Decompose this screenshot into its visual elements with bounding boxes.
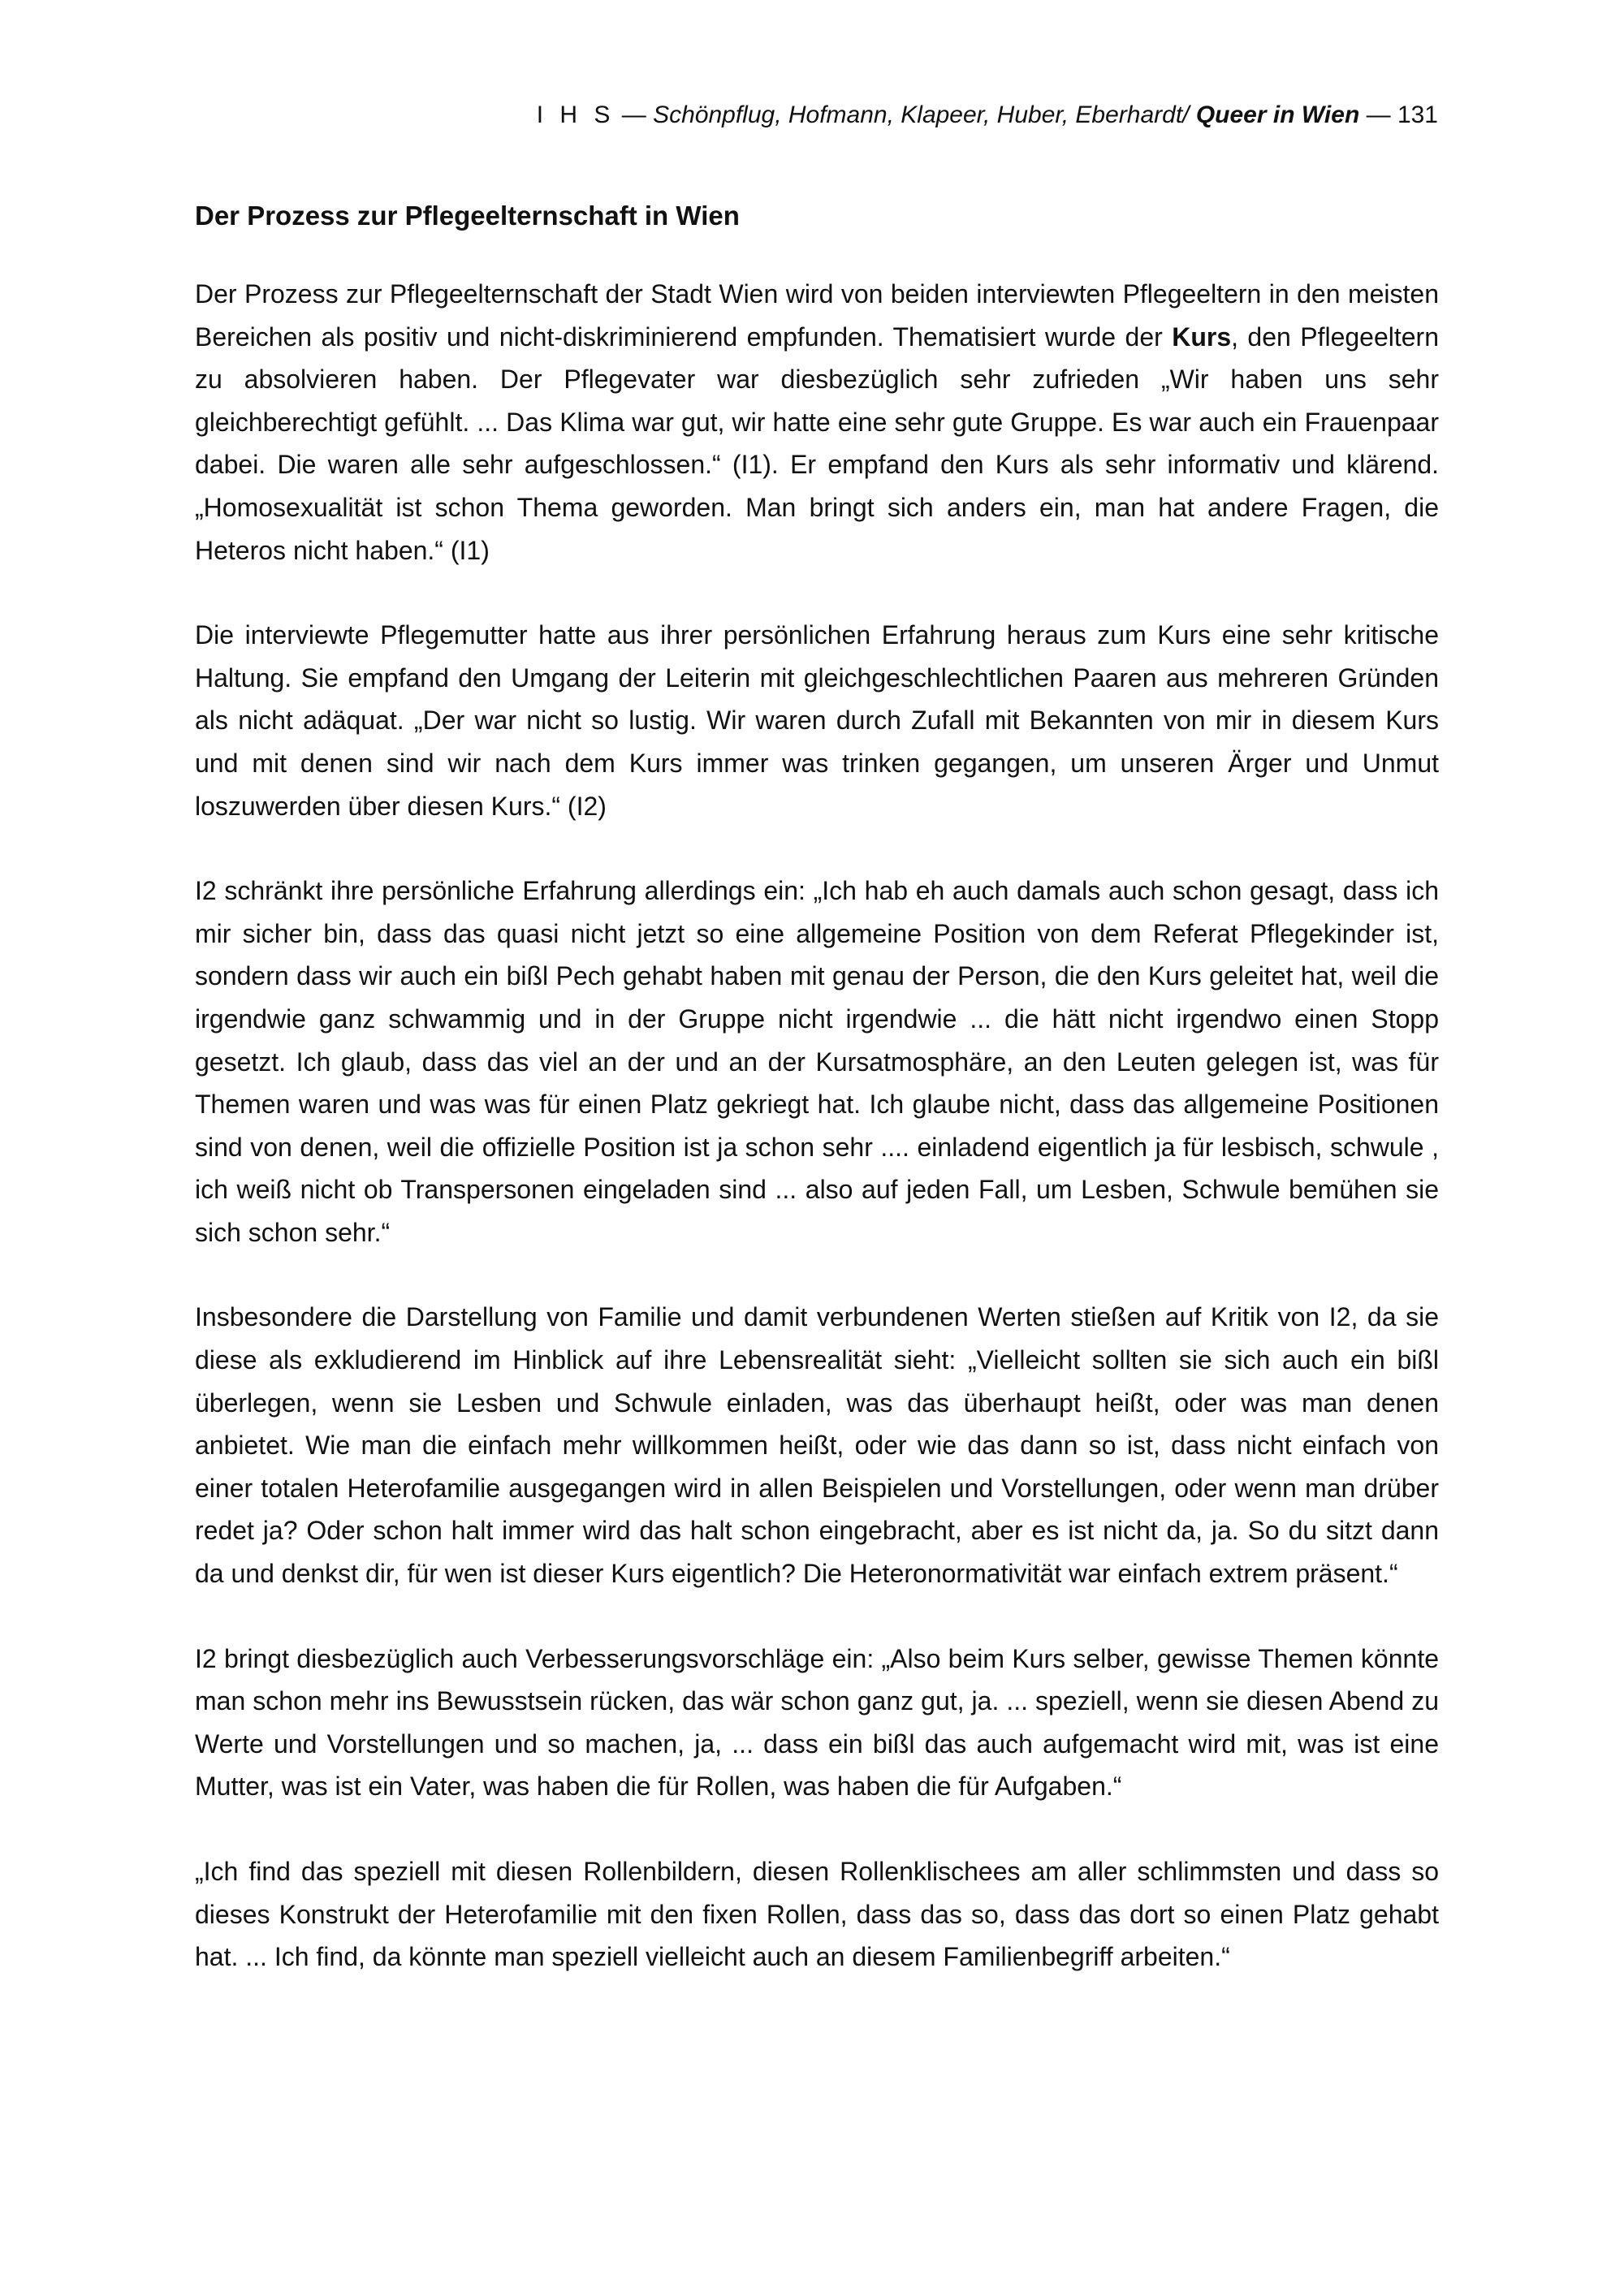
- paragraph-5: I2 bringt diesbezüglich auch Verbesserungsvorschläge ein: „Also beim Kurs selber, gewisse Themen könnte man schon mehr ins Bewusstsein rücken, das wär schon ganz gut, ja. ... speziell, wenn sie diesen Abend zu Werte und Vorstellungen und so machen, ja, ... dass ein bißl das auch aufgemacht wird mit, was ist eine Mutter, was ist ein Vater, was haben die für Rollen, was haben die für Aufgaben.“: [195, 1643, 1439, 1802]
- header-dash-1: —: [615, 101, 654, 128]
- section-title: Der Prozess zur Pflegeelternschaft in Wien: [195, 201, 740, 231]
- running-header: [537, 99, 1438, 132]
- page-number: 131: [1397, 101, 1438, 128]
- header-authors: Schönpflug, Hofmann, Klapeer, Huber, Eberhardt/: [653, 101, 1190, 128]
- header-dash-2: —: [1359, 101, 1397, 128]
- paragraph-2: Die interviewte Pflegemutter hatte aus ihrer persönlichen Erfahrung heraus zum Kurs eine sehr kritische Haltung. Sie empfand den Umgang der Leiterin mit gleichgeschlechtlichen Paaren aus mehreren Gründen als nicht adäquat. „Der war nicht so lustig. Wir waren durch Zufall mit Bekannten von mir in diesem Kurs und mit denen sind wir nach dem Kurs immer was trinken gegangen, um unseren Ärger und Unmut loszuwerden über diesen Kurs.“ (I2): [195, 620, 1439, 821]
- paragraph-1-part-a: Der Prozess zur Pflegeelternschaft der Stadt Wien wird von beiden interviewten Pflegeeltern in den meisten Bereichen als positiv und nicht-diskriminierend empfunden. Thematisiert wurde der: [195, 279, 1439, 352]
- header-publication-title: Queer in Wien: [1189, 101, 1360, 128]
- paragraph-1-emphasis: Kurs: [1172, 322, 1232, 352]
- header-institute: I H S: [536, 101, 615, 128]
- paragraph-1-part-b: , den Pflegeeltern zu absolvieren haben. Der Pflegevater war diesbezüglich sehr zufrieden „Wir haben uns sehr gleichberechtigt gefühlt. ... Das Klima war gut, wir hatte eine sehr gute Gruppe. Es war auch ein Frauenpaar dabei. Die waren alle sehr aufgeschlossen.“ (I1). Er empfand den Kurs als sehr informativ und klärend. „Homosexualität ist schon Thema geworden. Man bringt sich anders ein, man hat andere Fragen, die Heteros nicht haben.“ (I1): [195, 322, 1440, 565]
- paragraph-6: „Ich find das speziell mit diesen Rollenbildern, diesen Rollenklischees am aller schlimmsten und dass so dieses Konstrukt der Heterofamilie mit den fixen Rollen, dass das so, dass das dort so einen Platz gehabt hat. ... Ich find, da könnte man speziell vielleicht auch an diesem Familienbegriff arbeiten.“: [195, 1857, 1439, 1972]
- paragraph-4: Insbesondere die Darstellung von Familie und damit verbundenen Werten stießen auf Kritik von I2, da sie diese als exkludierend im Hinblick auf ihre Lebensrealität sieht: „Vielleicht sollten sie sich auch ein bißl überlegen, wenn sie Lesben und Schwule einladen, was das überhaupt heißt, oder was man denen anbietet. Wie man die einfach mehr willkommen heißt, oder wie das dann so ist, dass nicht einfach von einer totalen Heterofamilie ausgegangen wird in allen Beispielen und Vorstellungen, oder wenn man drüber redet ja? Oder schon halt immer wird das halt schon eingebracht, aber es ist nicht da, ja. So du sitzt dann da und denkst dir, für wen ist dieser Kurs eigentlich? Die Heteronormativität war einfach extrem präsent.“: [195, 1302, 1439, 1589]
- paragraph-3: I2 schränkt ihre persönliche Erfahrung allerdings ein: „Ich hab eh auch damals auch schon gesagt, dass ich mir sicher bin, dass das quasi nicht jetzt so eine allgemeine Position von dem Referat Pflegekinder ist, sondern dass wir auch ein bißl Pech gehabt haben mit genau der Person, die den Kurs geleitet hat, weil die irgendwie ganz schwammig und in der Gruppe nicht irgendwie ... die hätt nicht irgendwo einen Stopp gesetzt. Ich glaub, dass das viel an der und an der Kursatmosphäre, an den Leuten gelegen ist, was für Themen waren und was was für einen Platz gekriegt hat. Ich glaube nicht, dass das allgemeine Positionen sind von denen, weil die offizielle Position ist ja schon sehr .... einladend eigentlich ja für lesbisch, schwule , ich weiß nicht ob Transpersonen eingeladen sind ... also auf jeden Fall, um Lesben, Schwule bemühen sie sich schon sehr.“: [195, 876, 1439, 1247]
- main-content: [195, 198, 1439, 1979]
- paragraph-1: [195, 273, 1439, 572]
